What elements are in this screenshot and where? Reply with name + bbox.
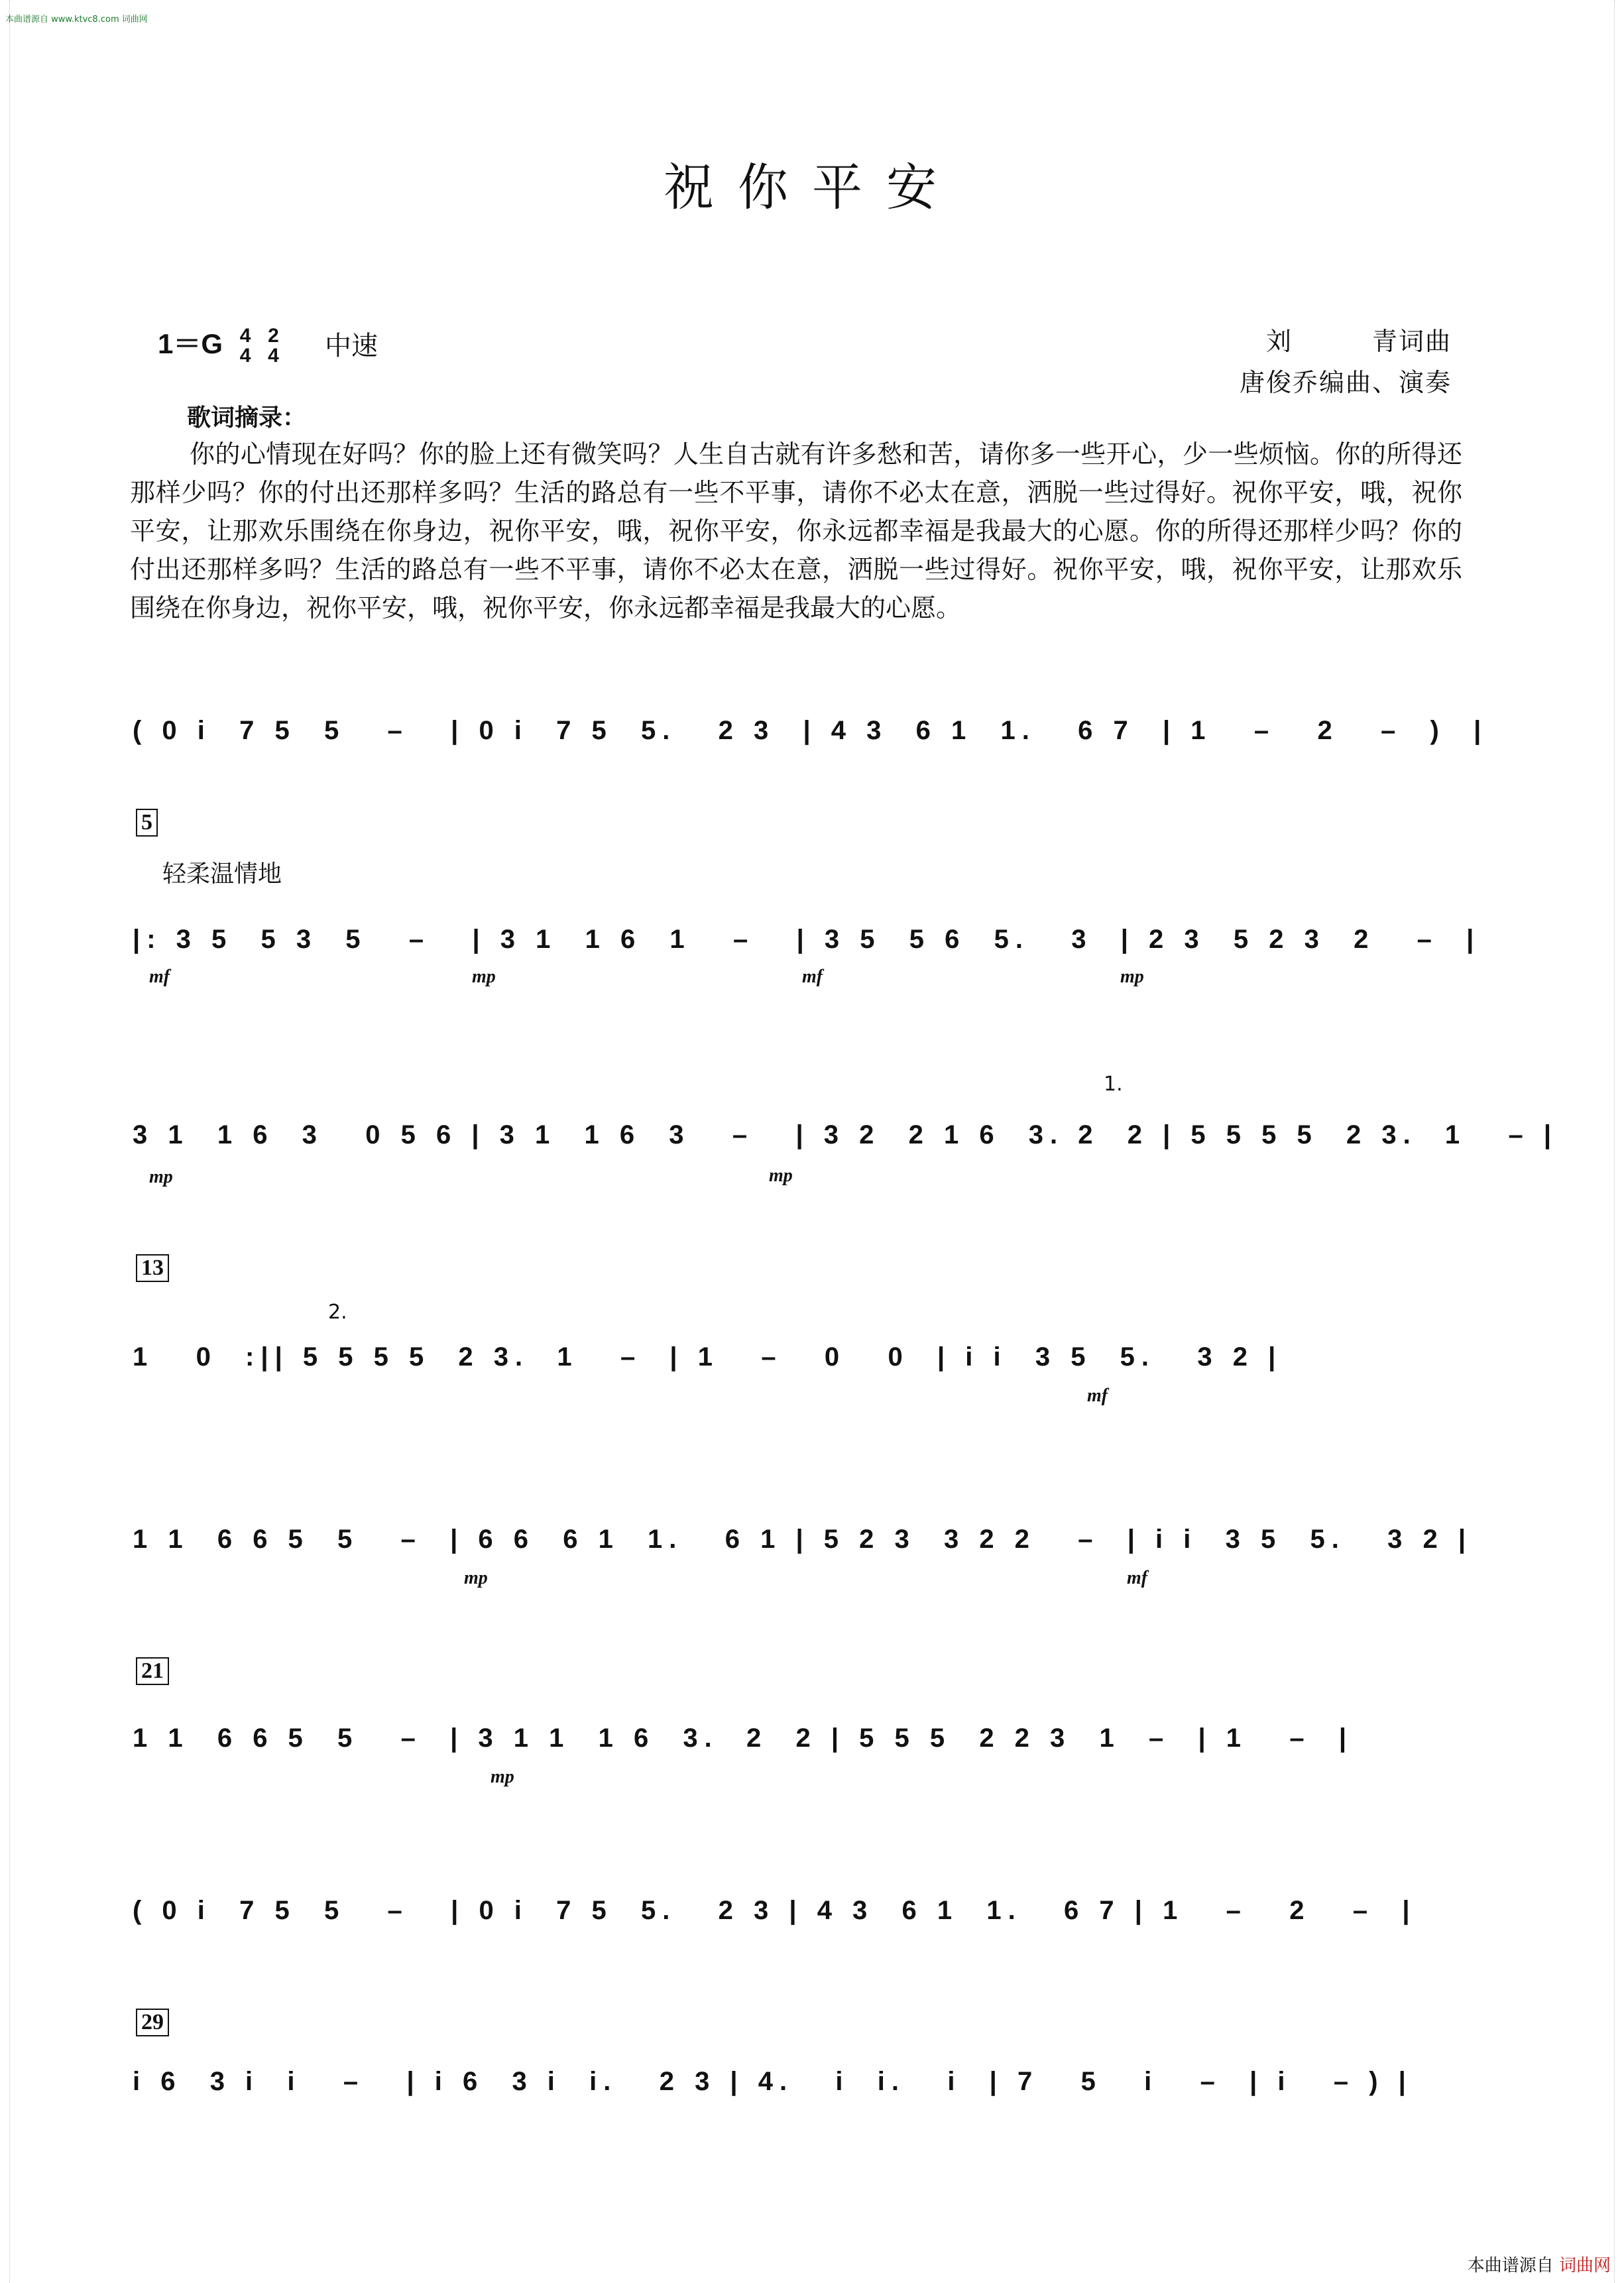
lyrics-heading: 歌词摘录： — [187, 404, 307, 432]
dynamic-mark: mf — [1127, 1568, 1148, 1588]
staff-line-3 — [133, 1120, 1558, 1213]
dynamic-mark: mf — [149, 966, 170, 987]
dynamic-mark: mp — [464, 1568, 488, 1588]
staff-line-1 — [133, 716, 1488, 809]
dynamic-mark: mf — [802, 966, 823, 987]
meter-b: 2 4 — [268, 324, 279, 367]
volta-first: 1. — [1104, 1073, 1123, 1096]
staff-line-7 — [133, 1896, 1458, 1989]
key-signature — [158, 322, 279, 366]
dynamic-mark: mp — [491, 1767, 514, 1787]
left-border-strip — [0, 0, 10, 2283]
meter-a: 4 4 — [239, 324, 251, 367]
lyrics-text: 你的心情现在好吗？你的脸上还有微笑吗？人生自古就有许多愁和苦，请你多一些开心，少一些烦恼。你的所得还那样少吗？你的付出还那样多吗？生活的路总有一些不平事，请你不必太在意，洒脱一些过得好。祝你平安，哦，祝你平安，让那欢乐围绕在你身边，祝你平安，哦，祝你平安，你永远都幸福是我最大的心愿。你的所得还那样少吗？你的付出还那样多吗？生活的路总有一些不平事，请你不必太在意，洒脱一些过得好。祝你平安，哦，祝你平安，让那欢乐围绕在你身边，祝你平安，哦，祝你平安，你永远都幸福是我最大的心愿。 — [130, 439, 1462, 622]
footer-site: 词曲网 — [1558, 2256, 1611, 2276]
composer-credit: 刘 青词曲 — [1265, 327, 1452, 356]
notation: |: 3 5 5 3 5 – | 3 1 1 6 1 – | 3 5 5 6 5. 3 | 2 3 5 2 3 2 – | — [133, 925, 1481, 954]
dynamic-mark: mp — [472, 966, 496, 987]
notation: 1 1 6 6 5 5 – | 3 1 1 1 6 3. 2 2 | 5 5 5 2 2 3 1 – | 1 – | — [133, 1724, 1354, 1753]
notation: 3 1 1 6 3 0 5 6 | 3 1 1 6 3 – | 3 2 2 1 6 3. 2 2 | 5 5 5 5 2 3. 1 – | — [133, 1120, 1558, 1149]
notation: ( 0 i 7 5 5 – | 0 i 7 5 5. 2 3 | 4 3 6 1 1. 6 7 | 1 – 2 – | — [133, 1896, 1417, 1925]
staff-line-8 — [133, 2067, 1458, 2160]
key-label: 1＝G — [158, 328, 223, 359]
rehearsal-mark-5: 5 — [136, 809, 158, 837]
footer-source: 本曲谱源自 — [1467, 2256, 1554, 2276]
arranger-credit: 唐俊乔编曲、演奏 — [1239, 368, 1452, 397]
notation: 1 1 6 6 5 5 – | 6 6 6 1 1. 6 1 | 5 2 3 3 2 2 – | i i 3 5 5. 3 2 | — [133, 1525, 1473, 1554]
dynamic-mark: mp — [1120, 966, 1144, 987]
staff-line-4 — [133, 1342, 1458, 1435]
staff-line-6 — [133, 1724, 1458, 1816]
notation: 1 0 :|| 5 5 5 5 2 3. 1 – | 1 – 0 0 | i i 3 5 5. 3 2 | — [133, 1342, 1283, 1372]
notation: i 6 3 i i – | i 6 3 i i. 2 3 | 4. i i. i | 7 5 i – | i – ) | — [133, 2067, 1413, 2096]
rehearsal-mark-13: 13 — [136, 1254, 169, 1282]
staff-line-5 — [133, 1525, 1473, 1617]
tempo-marking: 中速 — [325, 331, 378, 361]
dynamic-mark: mp — [769, 1165, 793, 1186]
rehearsal-mark-21: 21 — [136, 1657, 169, 1685]
expression-marking: 轻柔温情地 — [162, 860, 282, 888]
top-watermark: 本曲谱源自 www.ktvc8.com 词曲网 — [5, 15, 148, 25]
staff-line-2 — [133, 925, 1481, 1018]
volta-second: 2. — [328, 1301, 347, 1324]
right-border-strip — [1614, 0, 1624, 2283]
dynamic-mark: mf — [1087, 1385, 1108, 1406]
rehearsal-mark-29: 29 — [136, 2009, 169, 2036]
dynamic-mark: mp — [149, 1167, 173, 1187]
notation: ( 0 i 7 5 5 – | 0 i 7 5 5. 2 3 | 4 3 6 1 1. 6 7 | 1 – 2 – ) | — [133, 716, 1488, 745]
page-title: 祝你平安 — [664, 158, 960, 217]
footer-watermark — [1468, 2252, 1611, 2276]
